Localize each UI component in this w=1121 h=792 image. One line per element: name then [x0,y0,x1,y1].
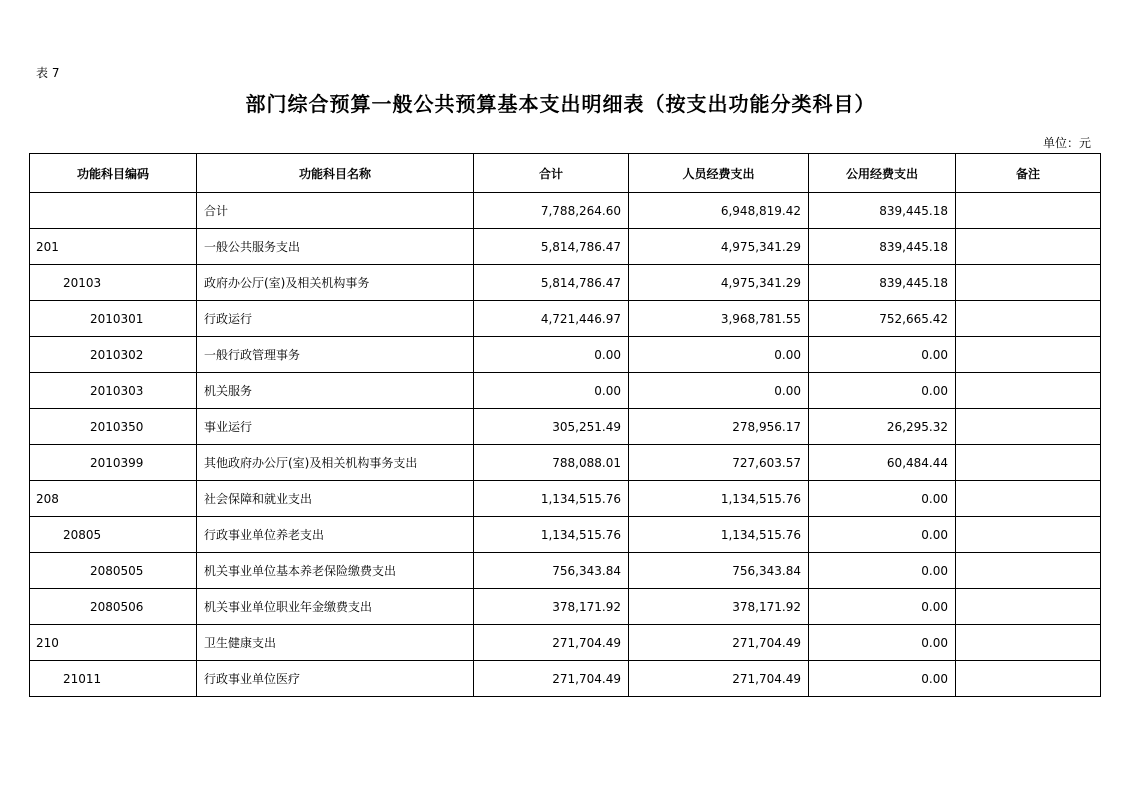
cell-total: 7,788,264.60 [474,193,629,229]
table-header-row [30,154,1101,193]
cell-personnel: 4,975,341.29 [629,265,809,301]
cell-personnel: 271,704.49 [629,625,809,661]
cell-personnel: 727,603.57 [629,445,809,481]
cell-name: 其他政府办公厅(室)及相关机构事务支出 [197,445,474,481]
cell-name: 事业运行 [197,409,474,445]
cell-personnel: 4,975,341.29 [629,229,809,265]
table-row [30,229,1101,265]
cell-name: 一般行政管理事务 [197,337,474,373]
table-row [30,373,1101,409]
cell-note [956,301,1101,337]
table-row [30,661,1101,697]
column-header-public: 公用经费支出 [809,154,956,193]
cell-total: 4,721,446.97 [474,301,629,337]
cell-code: 210 [30,625,197,661]
cell-total: 788,088.01 [474,445,629,481]
table-row [30,517,1101,553]
cell-total: 1,134,515.76 [474,481,629,517]
cell-public: 752,665.42 [809,301,956,337]
cell-public: 0.00 [809,481,956,517]
table-row [30,445,1101,481]
table-row [30,553,1101,589]
cell-total: 0.00 [474,337,629,373]
cell-code: 2010303 [30,373,197,409]
cell-personnel: 278,956.17 [629,409,809,445]
cell-code: 208 [30,481,197,517]
cell-personnel: 1,134,515.76 [629,517,809,553]
table-row [30,481,1101,517]
cell-personnel: 1,134,515.76 [629,481,809,517]
cell-code: 2010399 [30,445,197,481]
column-header-note: 备注 [956,154,1101,193]
column-header-name: 功能科目名称 [197,154,474,193]
cell-note [956,409,1101,445]
cell-public: 0.00 [809,373,956,409]
cell-code: 2080506 [30,589,197,625]
cell-personnel: 271,704.49 [629,661,809,697]
cell-total: 305,251.49 [474,409,629,445]
column-header-personnel: 人员经费支出 [629,154,809,193]
cell-note [956,265,1101,301]
cell-name: 卫生健康支出 [197,625,474,661]
cell-note [956,625,1101,661]
cell-public: 839,445.18 [809,193,956,229]
cell-public: 0.00 [809,661,956,697]
table-row [30,337,1101,373]
cell-personnel: 6,948,819.42 [629,193,809,229]
budget-detail-table [29,153,1101,697]
cell-code: 201 [30,229,197,265]
cell-note [956,481,1101,517]
table-row [30,265,1101,301]
column-header-total: 合计 [474,154,629,193]
cell-code: 2010302 [30,337,197,373]
cell-note [956,445,1101,481]
cell-note [956,337,1101,373]
cell-name: 合计 [197,193,474,229]
cell-name: 机关服务 [197,373,474,409]
cell-total: 0.00 [474,373,629,409]
cell-public: 0.00 [809,553,956,589]
cell-total: 756,343.84 [474,553,629,589]
cell-public: 839,445.18 [809,265,956,301]
cell-name: 一般公共服务支出 [197,229,474,265]
cell-name: 行政事业单位医疗 [197,661,474,697]
cell-note [956,229,1101,265]
cell-total: 271,704.49 [474,661,629,697]
cell-public: 60,484.44 [809,445,956,481]
unit-label: 单位：元 [1042,136,1091,150]
table-row [30,301,1101,337]
cell-note [956,373,1101,409]
column-header-code: 功能科目编码 [30,154,197,193]
table-number-label: 表 7 [36,66,60,80]
cell-personnel: 3,968,781.55 [629,301,809,337]
cell-total: 5,814,786.47 [474,265,629,301]
cell-code: 21011 [30,661,197,697]
cell-name: 政府办公厅(室)及相关机构事务 [197,265,474,301]
cell-code: 20103 [30,265,197,301]
cell-personnel: 0.00 [629,373,809,409]
table-row [30,193,1101,229]
cell-note [956,661,1101,697]
cell-note [956,553,1101,589]
cell-name: 行政事业单位养老支出 [197,517,474,553]
cell-code: 20805 [30,517,197,553]
cell-name: 机关事业单位基本养老保险缴费支出 [197,553,474,589]
cell-total: 1,134,515.76 [474,517,629,553]
cell-total: 5,814,786.47 [474,229,629,265]
cell-public: 0.00 [809,337,956,373]
cell-public: 0.00 [809,625,956,661]
table-row [30,625,1101,661]
cell-personnel: 378,171.92 [629,589,809,625]
cell-code: 2010301 [30,301,197,337]
table-row [30,589,1101,625]
cell-public: 0.00 [809,589,956,625]
cell-note [956,517,1101,553]
cell-public: 0.00 [809,517,956,553]
cell-code: 2010350 [30,409,197,445]
cell-name: 行政运行 [197,301,474,337]
cell-total: 378,171.92 [474,589,629,625]
cell-public: 839,445.18 [809,229,956,265]
cell-note [956,589,1101,625]
cell-total: 271,704.49 [474,625,629,661]
cell-public: 26,295.32 [809,409,956,445]
table-row [30,409,1101,445]
cell-name: 社会保障和就业支出 [197,481,474,517]
table-body [30,193,1101,697]
cell-personnel: 756,343.84 [629,553,809,589]
cell-name: 机关事业单位职业年金缴费支出 [197,589,474,625]
cell-code: 2080505 [30,553,197,589]
cell-note [956,193,1101,229]
page-title: 部门综合预算一般公共预算基本支出明细表（按支出功能分类科目） [245,92,876,116]
cell-code [30,193,197,229]
cell-personnel: 0.00 [629,337,809,373]
